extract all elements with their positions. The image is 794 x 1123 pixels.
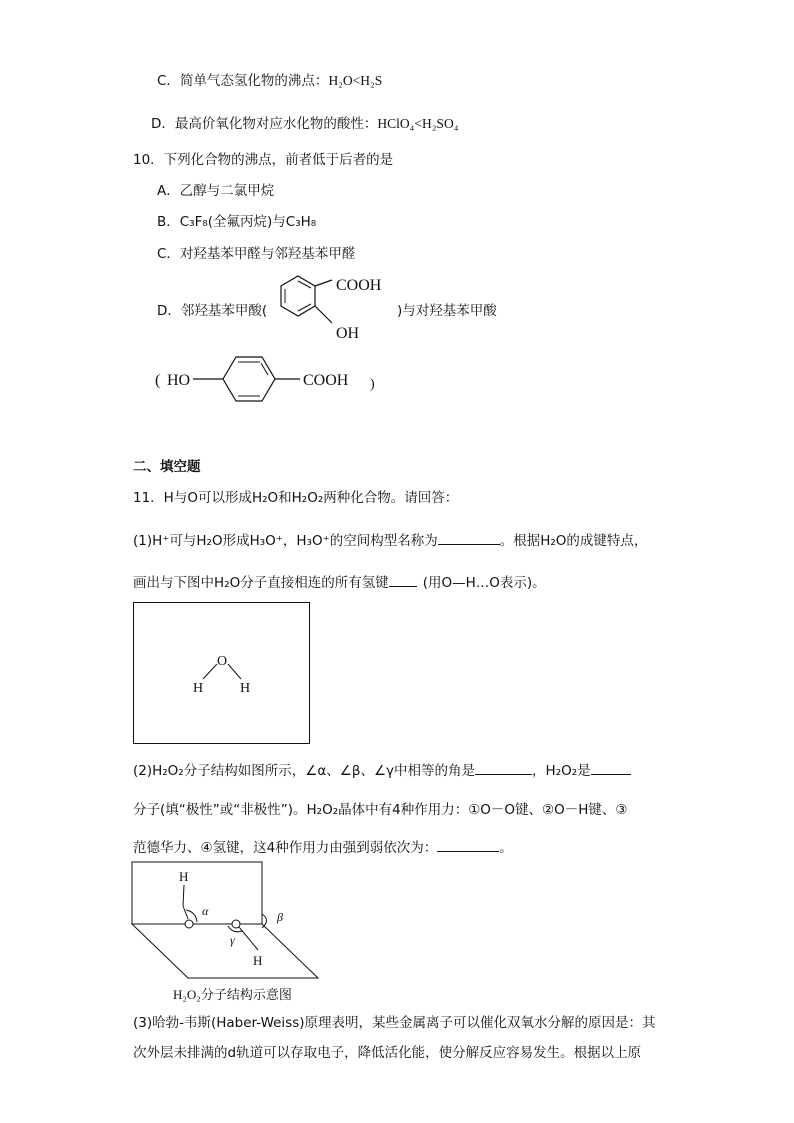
- q11-part2-text-d: 。: [499, 840, 513, 856]
- q11-part2-text-c: 范德华力、④氢键，这4种作用力由强到弱依次为：: [133, 840, 438, 856]
- q11-part1-text-c: 画出与下图中H₂O分子直接相连的所有氢键: [133, 575, 389, 591]
- h2o2-figure-caption: H₂O₂分子结构示意图: [173, 987, 292, 1002]
- q11-part2-line2: 分子(填“极性”或“非极性”)。H₂O₂晶体中有4种作用力：①O－O键、②O－H键、③: [133, 802, 628, 818]
- q11-part1-line2: [133, 572, 546, 592]
- q11-part2-text-a: (2)H₂O₂分子结构如图所示，∠α、∠β、∠γ中相等的角是: [133, 763, 476, 779]
- water-h2-label: H: [240, 681, 251, 696]
- q10-option-d-suffix: )与对羟基苯甲酸: [397, 303, 497, 319]
- water-o-label: O: [217, 654, 228, 669]
- section-title: 二、填空题: [133, 459, 201, 475]
- q9-option-c: [157, 72, 382, 90]
- gamma-label: γ: [230, 933, 235, 947]
- q11-stem: 11．H与O可以形成H₂O和H₂O₂两种化合物。请回答：: [133, 490, 459, 506]
- q11-part1-line1: [133, 530, 647, 550]
- q11-part1-text-a: (1)H⁺可与H₂O形成H₃O⁺，H₃O⁺的空间构型名称为: [133, 533, 438, 549]
- answer-blank-geometry[interactable]: [438, 530, 500, 545]
- h2o2-h-top-label: H: [179, 869, 189, 884]
- q10-option-d-prefix: D．邻羟基苯甲酸(: [157, 303, 268, 319]
- q11-part2-line1: [133, 760, 631, 780]
- para-close-paren: ): [370, 377, 375, 392]
- answer-blank-hbonds[interactable]: [389, 572, 417, 587]
- q11-part1-text-b: 。根据H₂O的成键特点，: [499, 533, 648, 549]
- q10-option-b: B．C₃F₈(全氟丙烷)与C₃H₈: [157, 214, 317, 230]
- q11-part3-line1: (3)哈勃-韦斯(Haber-Weiss)原理表明，某些金属离子可以催化双氧水分解的原因是：其: [133, 1015, 656, 1031]
- para-ho-label: HO: [167, 372, 191, 389]
- salicylic-acid-structure: [260, 268, 400, 346]
- q10-option-c: C．对羟基苯甲醛与邻羟基苯甲醛: [157, 246, 356, 262]
- q11-part1-text-d: (用O—H…O表示)。: [422, 575, 546, 591]
- q10-option-a: A．乙醇与二氯甲烷: [157, 183, 275, 199]
- ortho-cooh-label: COOH: [336, 277, 382, 294]
- alpha-label: α: [202, 904, 209, 918]
- q9-option-d-text: D．最高价氧化物对应水化物的酸性：: [151, 116, 378, 132]
- answer-blank-angles[interactable]: [475, 760, 532, 775]
- h2o2-structure-figure: [130, 858, 320, 983]
- q9-option-c-formula: H₂O<H₂S: [328, 73, 383, 88]
- q9-option-d: [151, 115, 458, 133]
- q11-part2-text-b: ，H₂O₂是: [532, 763, 591, 779]
- q11-part2-line3: [133, 837, 513, 857]
- q10-stem: 10．下列化合物的沸点，前者低于后者的是: [133, 152, 394, 168]
- para-cooh-label: COOH: [303, 372, 349, 389]
- q11-part3-line2: 次外层未排满的d轨道可以存取电子，降低活化能，使分解反应容易发生。根据以上原: [133, 1045, 642, 1061]
- q9-option-d-formula: HClO₄<H₂SO₄: [377, 116, 459, 131]
- q9-option-c-text: C．简单气态氢化物的沸点：: [157, 73, 329, 89]
- para-hydroxybenzoic-acid-structure: [150, 350, 390, 410]
- answer-blank-force-order[interactable]: [437, 837, 499, 852]
- h2o2-h-bottom-label: H: [253, 953, 263, 968]
- answer-blank-polarity[interactable]: [591, 760, 631, 775]
- water-molecule-figure: [133, 602, 311, 744]
- para-open-paren: (: [155, 372, 161, 389]
- beta-label: β: [277, 910, 283, 924]
- water-h1-label: H: [193, 681, 204, 696]
- ortho-oh-label: OH: [336, 325, 360, 342]
